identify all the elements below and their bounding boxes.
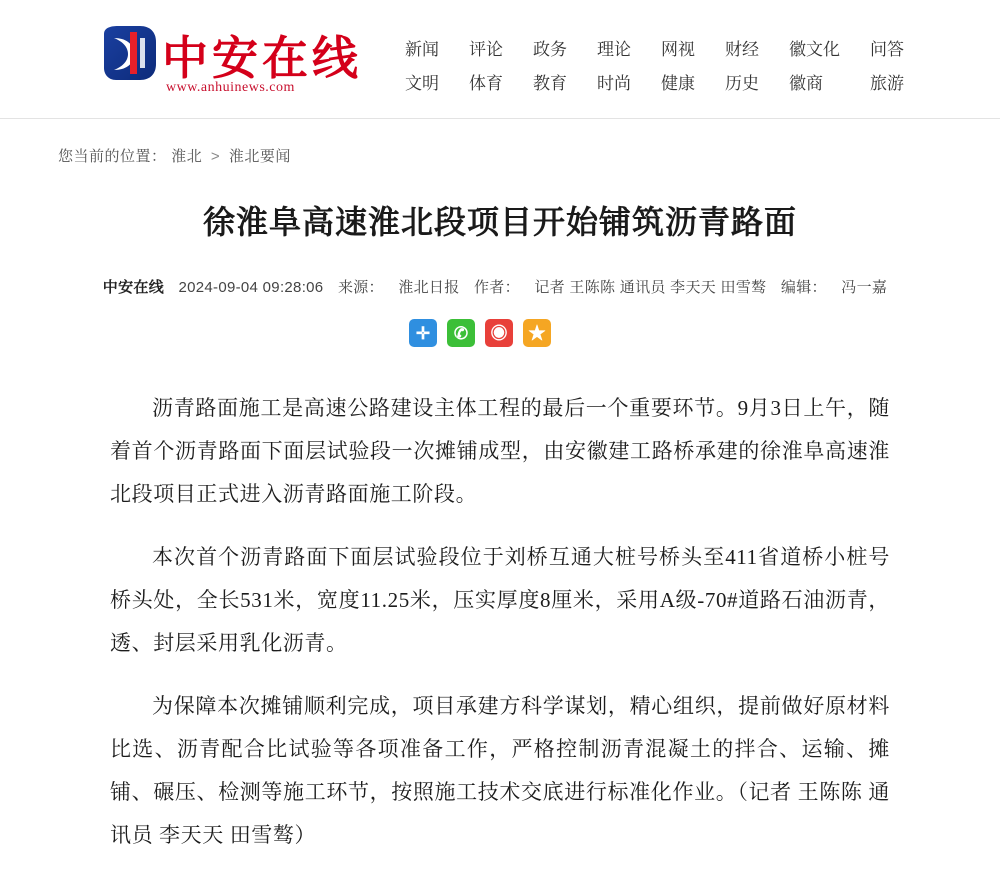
share-wechat-icon[interactable]: ✆ [447,319,475,347]
meta-source-site: 中安在线 [102,279,164,296]
nav-item-14[interactable]: 徽商 [789,74,823,93]
article [0,180,1000,877]
meta-editor-value: 冯一嘉 [841,279,888,296]
meta-source-value: 淮北日报 [398,279,460,296]
nav-item-8[interactable]: 文明 [405,74,439,93]
meta-author-label: 作者： [473,279,520,296]
article-paragraph-2: 为保障本次摊铺顺利完成，项目承建方科学谋划，精心组织，提前做好原材料比选、沥青配合比试验等各项准备工作，严格控制沥青混凝土的拌合、运输、摊铺、碾压、检测等施工环节，按照施工技术交底进行标准化作业。（记者 王陈陈 通讯员 李天天 田雪骜） [110,694,890,847]
nav-item-13[interactable]: 历史 [725,74,759,93]
article-meta [0,276,1000,297]
meta-datetime: 2024-09-04 09:28:06 [178,279,324,296]
nav-item-0[interactable]: 新闻 [405,40,439,59]
share-favorite-icon[interactable]: ★ [523,319,551,347]
nav-item-1[interactable]: 评论 [469,40,503,59]
article-paragraph-0: 沥青路面施工是高速公路建设主体工程的最后一个重要环节。9月3日上午，随着首个沥青路面下面层试验段一次摊铺成型，由安徽建工路桥承建的徐淮阜高速淮北段项目正式进入沥青路面施工阶段。 [110,396,890,506]
nav-item-12[interactable]: 健康 [661,74,695,93]
anhuinews-logo-icon [100,24,160,82]
logo-url: www.anhuinews.com [166,80,295,95]
logo-wordmark: 中安在线 [162,33,362,84]
breadcrumb [58,145,291,166]
page-title: 徐淮阜高速淮北段项目开始铺筑沥青路面 [202,204,797,240]
meta-editor-label: 编辑： [780,279,827,296]
nav-item-3[interactable]: 理论 [597,40,631,59]
main-nav [405,38,904,96]
site-header [0,0,1000,119]
nav-item-9[interactable]: 体育 [469,74,503,93]
breadcrumb-separator: > [210,148,221,165]
meta-source-label: 来源： [337,279,384,296]
site-logo[interactable] [100,22,362,100]
nav-item-6[interactable]: 徽文化 [789,40,840,59]
nav-item-4[interactable]: 网视 [661,40,695,59]
nav-item-11[interactable]: 时尚 [597,74,631,93]
nav-item-2[interactable]: 政务 [533,40,567,59]
nav-item-15[interactable]: 旅游 [870,74,904,93]
article-paragraph-1: 本次首个沥青路面下面层试验段位于刘桥互通大桩号桥头至411省道桥小桩号桥头处，全长531米，宽度11.25米，压实厚度8厘米，采用A级-70#道路石油沥青，透、封层采用乳化沥青。 [110,545,890,655]
nav-item-7[interactable]: 问答 [870,40,904,59]
share-bar [0,319,1000,347]
article-body [110,387,890,857]
share-weibo-icon[interactable]: ◉ [485,319,513,347]
breadcrumb-label: 您当前的位置： [58,148,167,165]
share-plus-icon[interactable]: ✛ [409,319,437,347]
meta-author-value: 记者 王陈陈 通讯员 李天天 田雪骜 [534,279,767,296]
breadcrumb-item-1[interactable]: 淮北要闻 [228,148,291,165]
nav-item-10[interactable]: 教育 [533,74,567,93]
nav-item-5[interactable]: 财经 [725,40,759,59]
breadcrumb-item-0[interactable]: 淮北 [171,148,203,165]
